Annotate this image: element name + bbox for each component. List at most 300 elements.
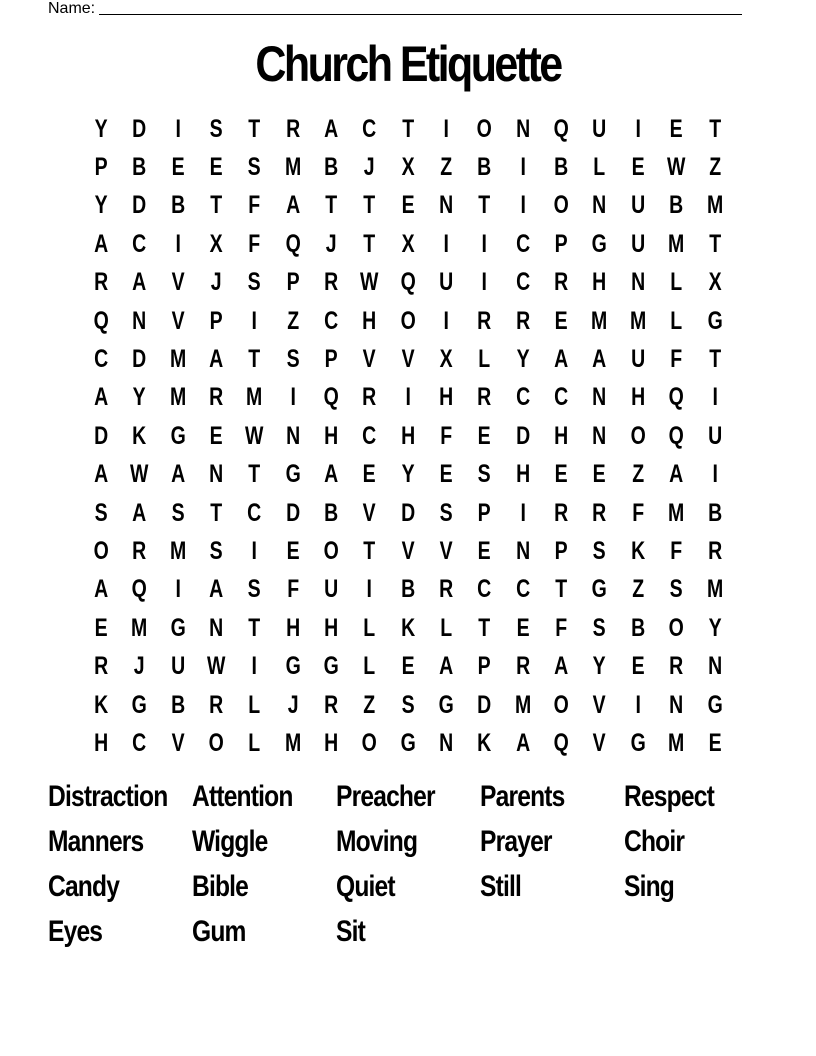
grid-letter: R: [362, 383, 377, 412]
grid-letter: S: [286, 345, 300, 374]
grid-letter: J: [364, 153, 376, 182]
grid-letter: K: [400, 613, 415, 642]
word-bank-item: Sing: [624, 869, 675, 903]
grid-letter: Z: [632, 460, 644, 489]
grid-letter: R: [209, 383, 224, 412]
grid-letter: R: [515, 306, 530, 335]
grid-letter: T: [248, 345, 261, 374]
grid-letter: L: [363, 613, 376, 642]
grid-letter: F: [440, 421, 453, 450]
grid-letter: Q: [668, 421, 684, 450]
grid-letter: H: [592, 268, 607, 297]
grid-letter: E: [669, 114, 683, 143]
grid-letter: S: [94, 498, 108, 527]
grid-letter: T: [363, 191, 376, 220]
grid-letter: L: [670, 306, 683, 335]
word-bank: [48, 775, 768, 954]
grid-letter: A: [94, 229, 109, 258]
word-bank-row: [48, 820, 768, 865]
grid-letter: T: [708, 345, 721, 374]
grid-letter: S: [669, 575, 683, 604]
grid-letter: E: [94, 613, 108, 642]
grid-row: [82, 494, 734, 532]
grid-letter: A: [669, 460, 684, 489]
grid-letter: A: [554, 652, 569, 681]
grid-letter: H: [400, 421, 415, 450]
grid-letter: Y: [94, 114, 108, 143]
grid-letter: A: [592, 345, 607, 374]
grid-letter: P: [324, 345, 338, 374]
grid-letter: T: [210, 191, 223, 220]
grid-letter: M: [706, 575, 723, 604]
grid-letter: V: [401, 345, 415, 374]
grid-letter: T: [248, 114, 261, 143]
grid-letter: C: [324, 306, 339, 335]
grid-letter: R: [515, 652, 530, 681]
grid-letter: U: [707, 421, 722, 450]
grid-letter: R: [554, 498, 569, 527]
grid-letter: P: [478, 652, 492, 681]
grid-letter: N: [132, 306, 147, 335]
grid-letter: M: [514, 690, 532, 719]
grid-letter: B: [707, 498, 722, 527]
grid-letter: Z: [440, 153, 453, 182]
grid-letter: V: [363, 498, 377, 527]
grid-letter: F: [670, 536, 683, 565]
grid-letter: T: [363, 536, 376, 565]
grid-letter: P: [478, 498, 492, 527]
grid-letter: I: [251, 652, 258, 681]
grid-letter: A: [209, 575, 224, 604]
word-bank-item: Sit: [336, 914, 365, 948]
grid-letter: W: [360, 268, 379, 297]
grid-letter: Y: [94, 191, 108, 220]
grid-letter: Y: [708, 613, 722, 642]
grid-letter: I: [711, 383, 718, 412]
grid-letter: A: [132, 498, 147, 527]
name-blank-line: [99, 14, 742, 15]
grid-letter: N: [515, 114, 530, 143]
word-bank-item: Candy: [48, 869, 120, 903]
grid-letter: N: [707, 652, 722, 681]
grid-letter: C: [362, 421, 377, 450]
grid-letter: D: [132, 114, 147, 143]
grid-letter: V: [401, 536, 415, 565]
grid-letter: L: [593, 153, 606, 182]
grid-letter: V: [593, 690, 607, 719]
grid-letter: R: [132, 536, 147, 565]
grid-letter: S: [248, 575, 262, 604]
grid-letter: I: [251, 536, 258, 565]
grid-letter: E: [286, 536, 300, 565]
word-bank-item: Respect: [624, 780, 714, 814]
grid-letter: J: [210, 268, 222, 297]
grid-letter: N: [669, 690, 684, 719]
grid-letter: M: [131, 613, 148, 642]
grid-letter: T: [248, 460, 261, 489]
grid-letter: W: [667, 153, 686, 182]
grid-letter: R: [94, 652, 109, 681]
grid-letter: E: [439, 460, 453, 489]
grid-letter: V: [171, 728, 185, 757]
grid-letter: V: [593, 728, 607, 757]
grid-letter: J: [134, 652, 145, 681]
grid-letter: S: [439, 498, 453, 527]
grid-letter: Q: [131, 575, 148, 604]
grid-letter: D: [285, 498, 300, 527]
grid-letter: T: [555, 575, 568, 604]
grid-letter: Z: [286, 306, 299, 335]
grid-letter: U: [324, 575, 339, 604]
grid-letter: D: [94, 421, 109, 450]
grid-letter: E: [171, 153, 185, 182]
grid-letter: C: [132, 728, 147, 757]
grid-letter: Q: [668, 383, 684, 412]
grid-letter: E: [593, 460, 607, 489]
grid-letter: N: [285, 421, 300, 450]
grid-letter: I: [520, 498, 526, 527]
grid-letter: C: [477, 575, 492, 604]
grid-letter: O: [361, 728, 378, 757]
grid-letter: T: [210, 498, 223, 527]
grid-letter: D: [400, 498, 415, 527]
grid-letter: E: [631, 153, 645, 182]
grid-letter: I: [443, 229, 449, 258]
grid-letter: H: [362, 306, 377, 335]
grid-letter: G: [630, 728, 646, 757]
grid-letter: Y: [133, 383, 147, 412]
grid-letter: F: [248, 191, 261, 220]
grid-letter: K: [477, 728, 492, 757]
grid-letter: S: [593, 536, 607, 565]
grid-letter: X: [439, 345, 453, 374]
word-bank-row: [48, 775, 768, 820]
grid-letter: G: [170, 421, 186, 450]
grid-letter: M: [668, 728, 685, 757]
grid-letter: B: [400, 575, 415, 604]
grid-letter: G: [131, 690, 148, 719]
grid-letter: U: [170, 652, 185, 681]
grid-letter: U: [592, 114, 607, 143]
word-bank-item: Gum: [192, 914, 246, 948]
grid-letter: E: [209, 421, 223, 450]
grid-letter: B: [669, 191, 684, 220]
grid-letter: Y: [401, 460, 415, 489]
grid-letter: P: [554, 229, 568, 258]
grid-letter: Q: [323, 383, 339, 412]
word-bank-item: Wiggle: [192, 825, 268, 859]
grid-letter: X: [401, 229, 415, 258]
grid-letter: E: [554, 460, 568, 489]
grid-row: [82, 532, 734, 570]
grid-letter: M: [591, 306, 608, 335]
grid-letter: N: [630, 268, 646, 297]
grid-letter: S: [478, 460, 492, 489]
grid-letter: C: [362, 114, 377, 143]
grid-letter: V: [171, 268, 185, 297]
grid-letter: Z: [708, 153, 721, 182]
grid-letter: T: [708, 229, 721, 258]
grid-letter: G: [707, 306, 723, 335]
grid-letter: C: [94, 345, 109, 374]
page-title: Church Etiquette: [255, 36, 561, 92]
grid-letter: G: [707, 690, 723, 719]
grid-letter: I: [175, 114, 181, 143]
grid-letter: I: [443, 114, 449, 143]
grid-letter: Q: [285, 229, 301, 258]
grid-letter: P: [286, 268, 300, 297]
grid-letter: W: [206, 652, 226, 681]
grid-letter: U: [630, 345, 646, 374]
grid-letter: I: [366, 575, 373, 604]
grid-letter: C: [515, 575, 530, 604]
grid-letter: I: [711, 460, 718, 489]
grid-letter: G: [438, 690, 454, 719]
grid-letter: P: [94, 153, 108, 182]
grid-letter: E: [401, 652, 415, 681]
grid-letter: G: [285, 652, 301, 681]
grid-row: [82, 417, 734, 455]
grid-letter: M: [668, 229, 685, 258]
grid-letter: L: [478, 345, 491, 374]
grid-letter: R: [324, 268, 339, 297]
grid-letter: C: [554, 383, 569, 412]
grid-letter: R: [592, 498, 607, 527]
grid-letter: W: [130, 460, 149, 489]
grid-letter: E: [554, 306, 568, 335]
grid-letter: S: [401, 690, 415, 719]
grid-letter: V: [171, 306, 185, 335]
grid-letter: Q: [400, 268, 416, 297]
grid-letter: O: [630, 421, 646, 450]
grid-letter: O: [668, 613, 684, 642]
grid-letter: B: [630, 613, 646, 642]
grid-letter: G: [592, 575, 608, 604]
grid-letter: F: [670, 345, 683, 374]
grid-letter: G: [285, 460, 301, 489]
grid-letter: O: [553, 690, 569, 719]
grid-letter: N: [439, 728, 454, 757]
grid-letter: C: [515, 229, 530, 258]
grid-letter: I: [290, 383, 296, 412]
grid-letter: M: [169, 536, 186, 565]
grid-letter: L: [248, 728, 261, 757]
grid-letter: C: [247, 498, 262, 527]
grid-letter: P: [209, 306, 223, 335]
grid-letter: R: [477, 383, 492, 412]
grid-letter: V: [363, 345, 377, 374]
grid-letter: C: [515, 383, 530, 412]
grid-letter: L: [248, 690, 261, 719]
grid-letter: H: [630, 383, 646, 412]
grid-letter: B: [170, 690, 185, 719]
grid-letter: T: [478, 191, 491, 220]
grid-row: [82, 456, 734, 494]
grid-letter: A: [554, 345, 569, 374]
grid-letter: K: [132, 421, 147, 450]
grid-letter: U: [630, 229, 646, 258]
grid-letter: L: [363, 652, 376, 681]
grid-letter: E: [708, 728, 722, 757]
grid-letter: B: [324, 498, 339, 527]
grid-row: [82, 724, 734, 762]
grid-letter: T: [401, 114, 414, 143]
grid-letter: U: [439, 268, 454, 297]
grid-letter: R: [324, 690, 339, 719]
grid-letter: H: [324, 421, 339, 450]
grid-letter: G: [592, 229, 608, 258]
grid-letter: Z: [363, 690, 376, 719]
grid-letter: E: [631, 652, 645, 681]
grid-letter: M: [284, 153, 302, 182]
grid-letter: S: [248, 153, 262, 182]
grid-letter: C: [132, 229, 147, 258]
grid-letter: N: [209, 460, 224, 489]
word-bank-item: Prayer: [480, 825, 552, 859]
grid-letter: A: [439, 652, 454, 681]
grid-letter: Q: [553, 114, 569, 143]
grid-letter: L: [670, 268, 683, 297]
grid-letter: S: [209, 114, 223, 143]
grid-letter: F: [248, 229, 261, 258]
grid-letter: I: [635, 690, 641, 719]
grid-letter: N: [439, 191, 454, 220]
grid-letter: I: [443, 306, 449, 335]
grid-row: [82, 148, 734, 186]
grid-letter: Y: [516, 345, 530, 374]
word-bank-item: Parents: [480, 780, 565, 814]
grid-letter: T: [363, 229, 376, 258]
word-search-grid: [82, 110, 734, 763]
grid-letter: I: [251, 306, 258, 335]
grid-letter: J: [287, 690, 299, 719]
name-label: Name:: [48, 0, 96, 17]
grid-letter: T: [248, 613, 261, 642]
grid-letter: D: [515, 421, 530, 450]
grid-letter: G: [170, 613, 186, 642]
grid-letter: W: [245, 421, 264, 450]
grid-letter: I: [175, 575, 181, 604]
grid-letter: B: [477, 153, 492, 182]
grid-letter: Q: [553, 728, 569, 757]
grid-letter: R: [285, 114, 300, 143]
grid-letter: M: [706, 191, 723, 220]
word-bank-item: Choir: [624, 825, 685, 859]
grid-row: [82, 187, 734, 225]
grid-letter: A: [285, 191, 300, 220]
grid-letter: Q: [93, 306, 109, 335]
grid-letter: D: [132, 191, 147, 220]
grid-letter: E: [209, 153, 223, 182]
grid-letter: R: [707, 536, 722, 565]
grid-letter: O: [400, 306, 416, 335]
grid-letter: A: [324, 460, 339, 489]
grid-letter: P: [554, 536, 568, 565]
grid-letter: E: [401, 191, 415, 220]
grid-letter: R: [209, 690, 224, 719]
grid-letter: O: [208, 728, 224, 757]
grid-letter: N: [592, 191, 607, 220]
grid-letter: I: [520, 153, 526, 182]
grid-letter: R: [554, 268, 569, 297]
grid-letter: S: [171, 498, 185, 527]
grid-letter: E: [363, 460, 377, 489]
grid-letter: M: [169, 345, 186, 374]
grid-letter: E: [478, 421, 492, 450]
grid-letter: O: [553, 191, 569, 220]
word-bank-row: [48, 909, 768, 954]
grid-letter: E: [516, 613, 530, 642]
grid-letter: I: [175, 229, 181, 258]
grid-letter: H: [324, 728, 339, 757]
grid-letter: C: [515, 268, 530, 297]
grid-letter: I: [481, 229, 488, 258]
grid-letter: H: [324, 613, 339, 642]
grid-letter: M: [668, 498, 685, 527]
grid-letter: B: [554, 153, 569, 182]
grid-letter: B: [170, 191, 185, 220]
grid-letter: M: [284, 728, 302, 757]
grid-row: [82, 686, 734, 724]
name-line: [48, 0, 742, 18]
grid-row: [82, 225, 734, 263]
grid-letter: R: [94, 268, 109, 297]
word-bank-row: [48, 865, 768, 910]
grid-row: [82, 609, 734, 647]
grid-letter: I: [520, 191, 526, 220]
grid-letter: R: [477, 306, 492, 335]
grid-row: [82, 571, 734, 609]
grid-letter: B: [132, 153, 147, 182]
grid-letter: T: [708, 114, 721, 143]
word-bank-item: Quiet: [336, 869, 395, 903]
grid-letter: A: [132, 268, 147, 297]
grid-row: [82, 379, 734, 417]
grid-row: [82, 264, 734, 302]
grid-letter: R: [669, 652, 684, 681]
grid-letter: K: [630, 536, 646, 565]
grid-letter: N: [592, 383, 607, 412]
grid-row: [82, 110, 734, 148]
grid-letter: X: [708, 268, 722, 297]
grid-letter: I: [405, 383, 411, 412]
grid-letter: H: [439, 383, 454, 412]
grid-letter: X: [209, 229, 223, 258]
grid-letter: E: [478, 536, 492, 565]
grid-letter: N: [592, 421, 607, 450]
grid-letter: A: [515, 728, 530, 757]
grid-letter: R: [439, 575, 454, 604]
grid-letter: M: [629, 306, 647, 335]
word-bank-item: Bible: [192, 869, 249, 903]
word-bank-item: Moving: [336, 825, 418, 859]
grid-letter: A: [209, 345, 224, 374]
grid-letter: O: [477, 114, 493, 143]
grid-letter: A: [94, 575, 109, 604]
grid-letter: O: [93, 536, 109, 565]
grid-letter: N: [515, 536, 530, 565]
grid-letter: N: [209, 613, 224, 642]
grid-letter: H: [554, 421, 569, 450]
grid-letter: S: [593, 613, 607, 642]
grid-letter: S: [209, 536, 223, 565]
grid-letter: T: [478, 613, 491, 642]
grid-letter: J: [325, 229, 337, 258]
grid-letter: Z: [632, 575, 644, 604]
grid-letter: A: [324, 114, 339, 143]
word-bank-item: Attention: [192, 780, 293, 814]
grid-letter: X: [401, 153, 415, 182]
